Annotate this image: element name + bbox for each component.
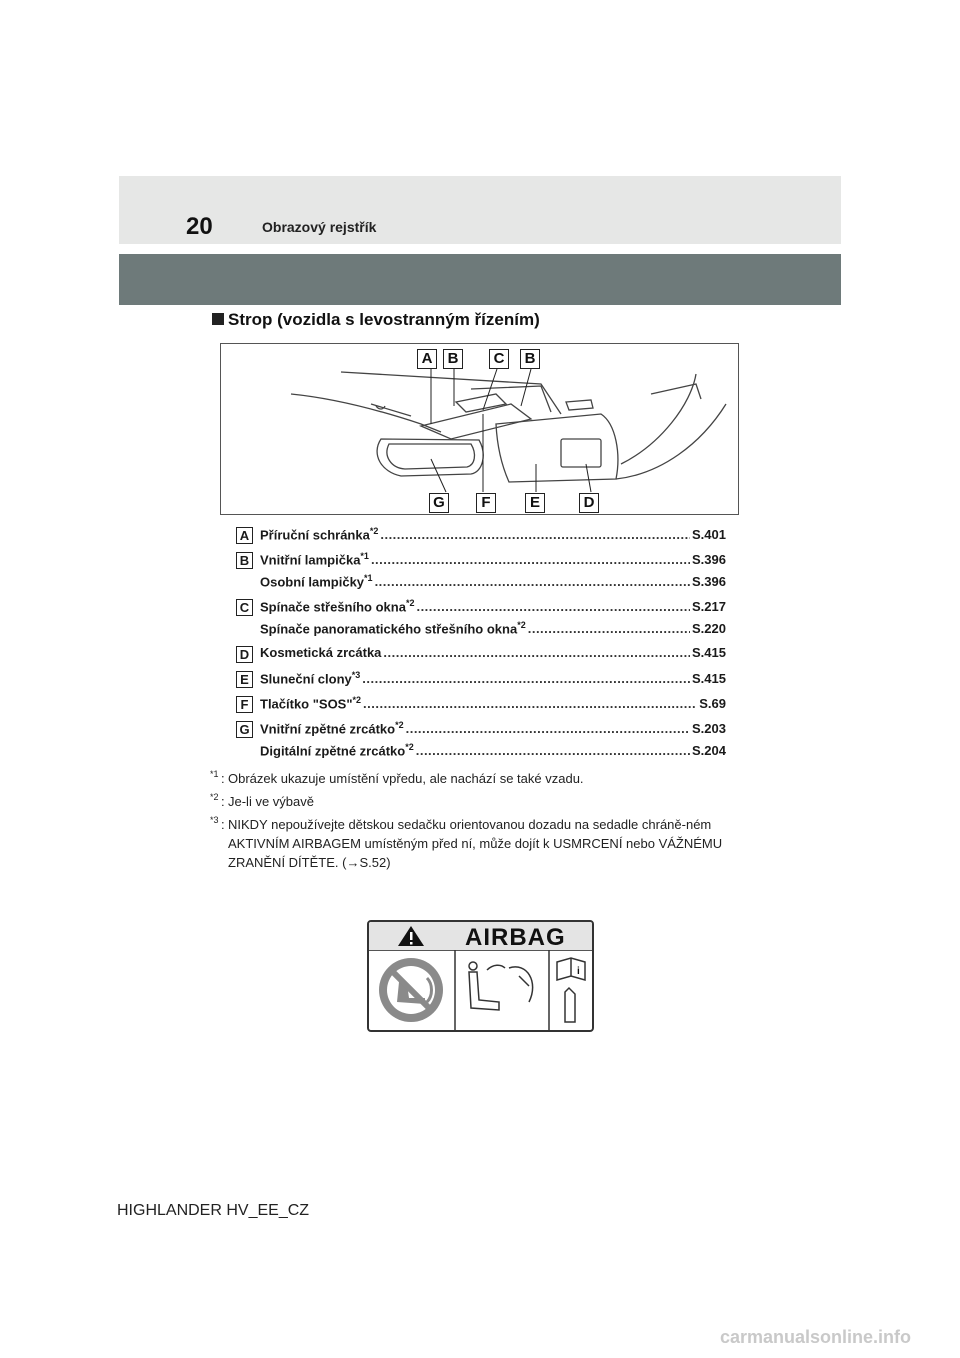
footnote-mark: *3 [210,815,219,825]
footer-model: HIGHLANDER HV_EE_CZ [117,1202,310,1219]
seat-airbag-icon [469,962,533,1010]
index-row [236,693,726,715]
no-rear-facing-child-seat-icon [379,958,443,1022]
footnote-mark: *1 [210,769,219,779]
page-reference[interactable]: S.415 [692,645,726,660]
callout-b-top: B [443,349,463,369]
index-label: Osobní lampičky$^{*1}$ [260,573,373,590]
index-row [236,718,726,740]
index-label: Spínače panoramatického střešního okna$^{*2}$ [260,620,526,637]
section-band [119,254,841,305]
index-letter: G [236,721,253,738]
callout-c-top: C [489,349,509,369]
header-band [119,176,841,244]
page-reference[interactable]: S.415 [692,671,726,687]
index-label: Spínače střešního okna$^{*2}$ [260,598,415,615]
callout-b-top-2: B [520,349,540,369]
index-label: Vnitřní zpětné zrcátko$^{*2}$ [260,720,404,737]
index-label: Tlačítko "SOS"$^{*2}$ [260,695,362,712]
index-letter: E [236,671,253,688]
index-row [236,596,726,618]
airbag-word: AIRBAG [465,924,566,951]
index-letter: B [236,552,253,569]
watermark: carmanualsonline.info [720,1327,912,1347]
index-row [236,668,726,690]
index-row [236,740,726,762]
airbag-warning-label [367,920,594,1032]
index-row [236,618,726,640]
index-label: Kosmetická zrcátka [260,645,382,660]
feature-index [236,524,726,762]
footnote: *3 : NIKDY nepoužívejte dětskou sedačku orientovanou dozadu na sedadle chráně-ném AKTIVNÍM AIRBAGEM umístěným před ní, může dojít k USMRCENÍ nebo VÁŽNÉMU ZRANĚNÍ DÍTĚTE. (→S.52) [210,815,750,872]
footnote-mark: *2 [210,792,219,802]
callout-e-bottom: E [525,493,545,513]
index-label: Digitální zpětné zrcátko$^{*2}$ [260,742,414,759]
warning-triangle-icon [398,926,424,946]
callout-g-bottom: G [429,493,449,513]
subheading [212,310,540,330]
index-letter: C [236,599,253,616]
footnote-text: NIKDY nepoužívejte dětskou sedačku orientovanou dozadu na sedadle chráně-ném AKTIVNÍM AIRBAGEM umístěným před ní, může dojít k USMRCENÍ nebo VÁŽNÉMU ZRANĚNÍ DÍTĚTE. (→S.52) [228,817,723,870]
page-reference[interactable]: S.203 [692,721,726,737]
index-row [236,643,726,665]
ceiling-drawing [221,344,738,514]
page-reference[interactable]: S.401 [692,527,726,543]
footnote: *2 : Je-li ve výbavě [210,792,750,811]
page-reference[interactable]: S.396 [692,574,726,590]
subheading-text: Strop (vozidla s levostranným řízením) [228,310,540,329]
index-letter: F [236,696,253,713]
page-reference[interactable]: S.220 [692,621,726,637]
index-row [236,549,726,571]
page-reference[interactable]: S.204 [692,743,726,759]
index-row [236,524,726,546]
footnote: *1 : Obrázek ukazuje umístění vpředu, ale nachází se také vzadu. [210,769,750,788]
callout-a-top: A [417,349,437,369]
callout-f-bottom: F [476,493,496,513]
footnotes [210,769,750,876]
svg-text:i: i [577,966,580,977]
section-title: Obrazový rejstřík [262,219,377,235]
footnote-text: Je-li ve výbavě [228,794,314,809]
square-bullet-icon [212,313,224,325]
manual-read-icon [557,958,585,1022]
page-reference[interactable]: S.217 [692,599,726,615]
index-label: Vnitřní lampička$^{*1}$ [260,551,369,568]
footnote-text: Obrázek ukazuje umístění vpředu, ale nachází se také vzadu. [228,771,584,786]
index-label: Sluneční clony$^{*3}$ [260,670,361,687]
index-letter: D [236,646,253,663]
callout-d-bottom: D [579,493,599,513]
index-row [236,571,726,593]
index-label: Příruční schránka$^{*2}$ [260,526,379,543]
index-letter: A [236,527,253,544]
page-reference[interactable]: S.69 [699,696,726,712]
ceiling-illustration [220,343,739,515]
page-number: 20 [186,213,213,240]
page-reference[interactable]: S.396 [692,552,726,568]
